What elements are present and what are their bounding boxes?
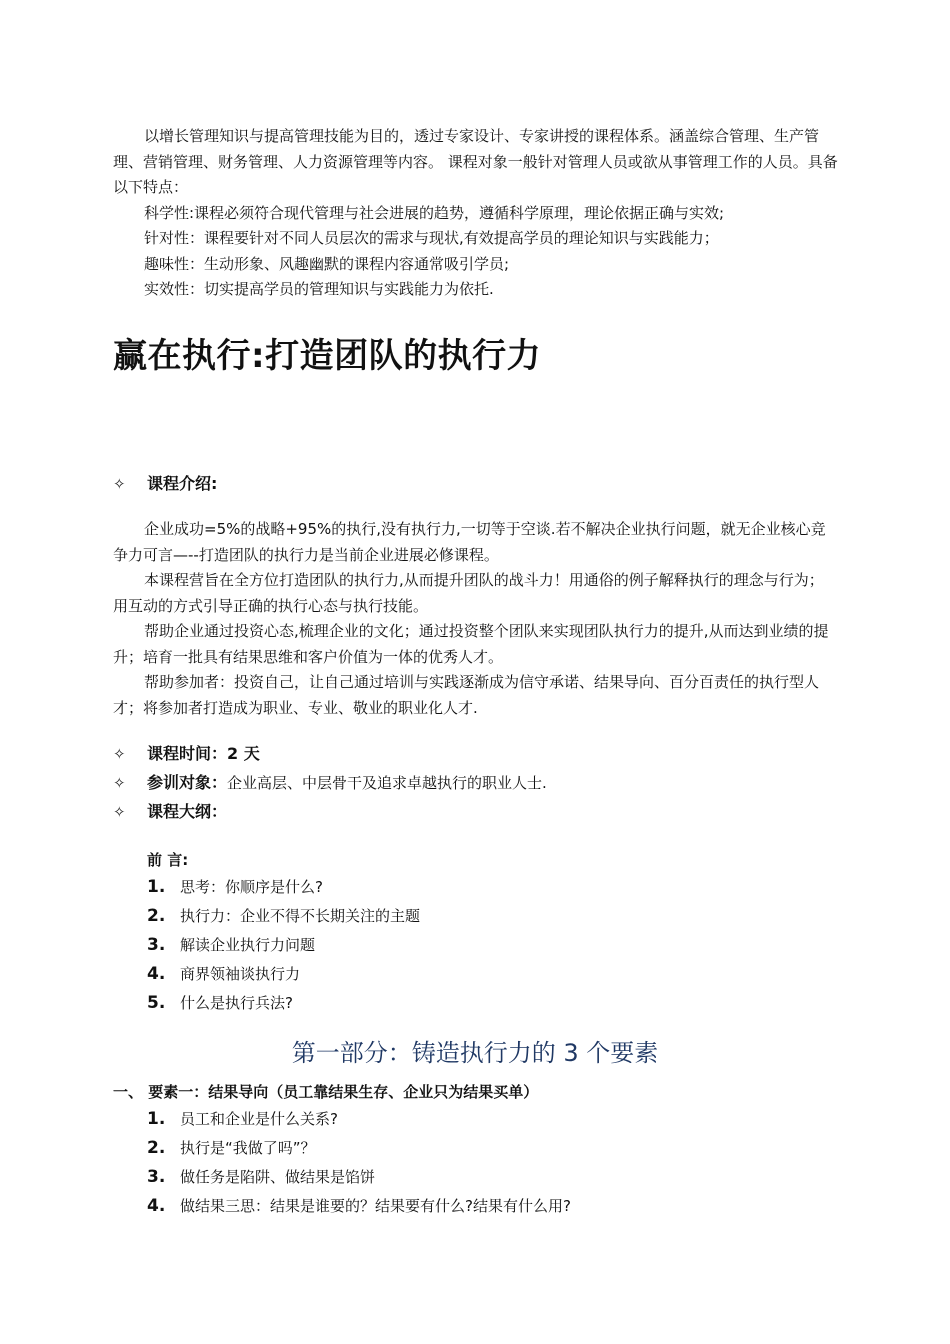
- part1-title: 第一部分：铸造执行力的 3 个要素: [291, 1039, 659, 1067]
- list-item: [147, 1191, 571, 1220]
- list-item: [147, 901, 420, 930]
- diamond-bullet-icon: ✧: [113, 774, 126, 792]
- list-item: [147, 988, 420, 1017]
- element1-list: [147, 1104, 571, 1220]
- list-text: 商界领袖谈执行力: [180, 965, 301, 983]
- audience-label: 参训对象：: [147, 773, 228, 792]
- list-text: 执行是“我做了吗”？: [180, 1139, 316, 1157]
- course-intro-heading: [113, 472, 217, 496]
- list-number: 2.: [147, 905, 166, 926]
- list-item: [147, 1104, 571, 1133]
- list-text: 做任务是陷阱、做结果是馅饼: [180, 1168, 376, 1186]
- list-text: 思考：你顺序是什么?: [180, 878, 323, 896]
- course-time-label: 课程时间：: [147, 744, 228, 763]
- document-title: 赢在执行:打造团队的执行力: [113, 336, 542, 376]
- list-number: 2.: [147, 1137, 166, 1158]
- diamond-bullet-icon: ✧: [113, 745, 126, 763]
- feature-line: 实效性：切实提高学员的管理知识与实践能力为依托.: [144, 280, 494, 298]
- list-item: [147, 1133, 571, 1162]
- intro-body-paragraph: 帮助企业通过投资心态,梳理企业的文化；通过投资整个团队来实现团队执行力的提升,从而达到业绩的提升；培育一批具有结果思维和客户价值为一体的优秀人才。: [113, 622, 829, 666]
- diamond-bullet-icon: ✧: [113, 475, 126, 493]
- list-item: [147, 1162, 571, 1191]
- intro-body-paragraph: 企业成功=5%的战略+95%的执行,没有执行力,一切等于空谈.若不解决企业执行问题，就无企业核心竞争力可言—--打造团队的执行力是当前企业进展必修课程。: [113, 520, 826, 564]
- list-number: 3.: [147, 934, 166, 955]
- intro-body-paragraph: 本课程营旨在全方位打造团队的执行力,从而提升团队的战斗力！用通俗的例子解释执行的理念与行为；用互动的方式引导正确的执行心态与执行技能。: [113, 571, 824, 615]
- feature-line: 科学性:课程必须符合现代管理与社会进展的趋势，遵循科学原理，理论依据正确与实效;: [144, 203, 725, 222]
- preface-list: [147, 872, 420, 1017]
- list-number: 1.: [147, 876, 166, 897]
- diamond-bullet-icon: ✧: [113, 803, 126, 821]
- feature-line: 针对性：课程要针对不同人员层次的需求与现状,有效提高学员的理论知识与实践能力；: [144, 229, 719, 247]
- course-intro-label: 课程介绍:: [147, 474, 218, 493]
- list-item: [147, 872, 420, 901]
- list-number: 4.: [147, 963, 166, 984]
- course-intro-body: [113, 517, 835, 721]
- feature-line: 趣味性：生动形象、风趣幽默的课程内容通常吸引学员;: [144, 254, 510, 273]
- element1-heading: 一、 要素一：结果导向（员工靠结果生存、企业只为结果买单）: [113, 1083, 539, 1101]
- list-text: 执行力：企业不得不长期关注的主题: [180, 907, 421, 925]
- audience-row: [113, 771, 547, 795]
- list-text: 员工和企业是什么关系?: [180, 1110, 338, 1128]
- intro-section: [113, 124, 838, 303]
- course-time-row: [113, 742, 260, 766]
- course-time-value: 2 天: [227, 744, 260, 763]
- intro-paragraph: 以增长管理知识与提高管理技能为目的，透过专家设计、专家讲授的课程体系。涵盖综合管理、生产管理、营销管理、财务管理、人力资源管理等内容。 课程对象一般针对管理人员或欲从事管理工作的人员。具备以下特点：: [113, 127, 838, 196]
- intro-body-paragraph: 帮助参加者：投资自己，让自己通过培训与实践逐渐成为信守承诺、结果导向、百分百责任的执行型人才；将参加者打造成为职业、专业、敬业的职业化人才.: [113, 673, 820, 717]
- outline-row: [113, 800, 227, 824]
- list-text: 做结果三思：结果是谁要的？结果要有什么?结果有什么用?: [180, 1197, 571, 1215]
- list-item: [147, 930, 420, 959]
- list-number: 5.: [147, 992, 166, 1013]
- list-text: 解读企业执行力问题: [180, 936, 316, 954]
- list-item: [147, 959, 420, 988]
- preface-heading: 前 言:: [147, 851, 189, 869]
- outline-label: 课程大纲：: [147, 802, 228, 821]
- list-text: 什么是执行兵法?: [180, 994, 293, 1012]
- list-number: 1.: [147, 1108, 166, 1129]
- list-number: 3.: [147, 1166, 166, 1187]
- audience-value: 企业高层、中层骨干及追求卓越执行的职业人士.: [227, 774, 547, 792]
- list-number: 4.: [147, 1195, 166, 1216]
